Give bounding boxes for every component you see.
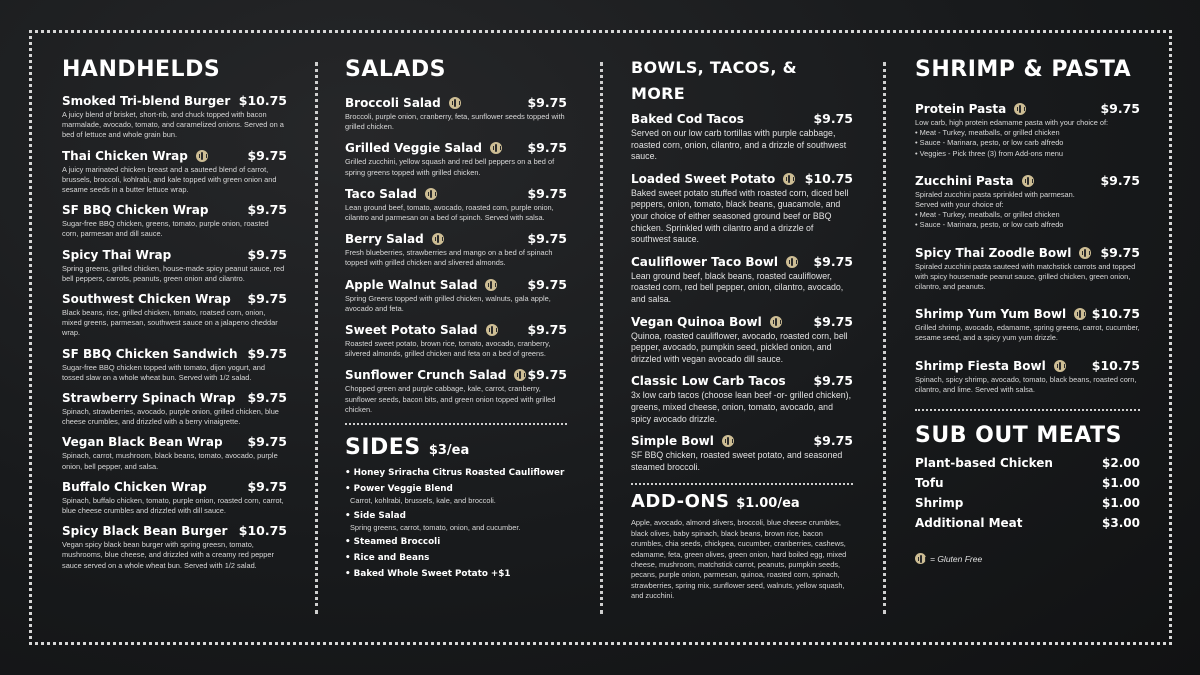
menu-item-name: Shrimp Yum Yum Bowl <box>915 307 1067 322</box>
menu-item-price: $9.75 <box>247 202 287 218</box>
menu-item-name: Cauliflower Taco Bowl <box>631 254 778 269</box>
menu-item-header <box>631 373 853 389</box>
shrimp-pasta-section <box>915 55 1140 564</box>
menu-item-description: Roasted sweet potato, brown rice, tomato, avocado, cranberry, silvered almonds, grilled chicken and feta on a bed of greens. <box>345 339 551 359</box>
menu-item-header <box>62 390 287 406</box>
menu-item <box>62 93 287 141</box>
menu-item-header <box>62 479 287 495</box>
menu-item-name: SF BBQ Chicken Wrap <box>62 203 209 218</box>
menu-item-name-wrap <box>631 171 795 187</box>
menu-item-name-wrap <box>345 186 437 202</box>
sub-out-price: $1.00 <box>1102 496 1140 511</box>
menu-item-name: SF BBQ Chicken Sandwich <box>62 346 238 361</box>
wheat-icon <box>1079 247 1091 259</box>
menu-item-price: $9.75 <box>1100 244 1140 260</box>
menu-item-description: Vegan spicy black bean burger with spring greesn, tomato, mushrooms, blue cheese, and drizzled with a creamy red pepper sauce served on a whole wheat bun. Served with 1/2 salad. <box>62 540 274 570</box>
sub-out-row <box>915 453 1140 473</box>
wheat-icon <box>1074 308 1086 320</box>
menu-item-name: Classic Low Carb Tacos <box>631 374 786 389</box>
menu-item-price: $9.75 <box>247 291 287 307</box>
side-item <box>345 483 567 507</box>
section-title: SIDES <box>345 435 421 461</box>
wheat-icon <box>425 188 437 200</box>
menu-item-description: A juicy marinated chicken breast and a sauteed blend of carrot, brussels, broccoli, kohlrabi, and kale topped with green onion and sesame seeds in a butter lettuce wrap. <box>62 164 277 195</box>
menu-item-name: Spicy Thai Zoodle Bowl <box>915 245 1072 260</box>
menu-item-price: $9.75 <box>527 276 567 292</box>
salads-section <box>345 55 567 584</box>
sub-out-name: Tofu <box>915 476 944 491</box>
menu-item-header <box>62 434 287 450</box>
menu-item-price: $9.75 <box>813 253 853 269</box>
menu-item-name: Southwest Chicken Wrap <box>62 292 231 307</box>
menu-item <box>915 101 1140 159</box>
legend-text: = Gluten Free <box>930 553 983 564</box>
menu-item-description: SF BBQ chicken, roasted sweet potato, and seasoned steamed broccoli. <box>631 450 843 472</box>
side-item <box>345 536 567 549</box>
menu-item <box>62 434 287 471</box>
menu-item-header <box>345 186 567 202</box>
menu-item-header <box>62 291 287 307</box>
menu-item-description: Spinach, strawberries, avocado, purple onion, grilled chicken, blue cheese crumbles, and drizzled with a berry vinaigrette. <box>62 407 279 427</box>
gluten-free-legend <box>915 553 1140 564</box>
addons-title <box>631 489 853 517</box>
section-title: SUB OUT MEATS <box>915 423 1122 449</box>
menu-item-description: Lean ground beef, tomato, avocado, roasted corn, purple onion, cilantro and parmesan on a bed of spinch. Served with salsa. <box>345 202 554 223</box>
side-item-name: • Power Veggie Blend <box>345 484 453 495</box>
menu-item <box>62 291 287 339</box>
menu-item-price: $9.75 <box>1100 101 1140 116</box>
sub-out-price: $3.00 <box>1102 516 1140 531</box>
menu-item-description: Spinach, buffalo chicken, tomato, purple onion, roasted corn, carrot, blue cheese crumbles and drizzled with dill sauce. <box>62 495 284 516</box>
menu-item-header <box>62 148 287 164</box>
menu-item <box>915 173 1140 231</box>
handhelds-list <box>62 93 287 571</box>
menu-item-price: $9.75 <box>813 433 853 449</box>
wheat-icon <box>490 142 502 154</box>
menu-item <box>631 111 853 163</box>
menu-item-price: $9.75 <box>247 246 287 262</box>
menu-item-header <box>62 202 287 218</box>
section-divider <box>345 423 567 425</box>
menu-item-name-wrap <box>345 95 461 111</box>
section-title: HANDHELDS <box>62 57 221 82</box>
menu-item-price: $10.75 <box>1091 306 1140 322</box>
side-item-name: • Side Salad <box>345 510 406 521</box>
menu-item-name: Sweet Potato Salad <box>345 323 478 338</box>
side-item <box>345 552 567 565</box>
sub-out-name: Plant-based Chicken <box>915 456 1053 471</box>
menu-item-price: $9.75 <box>247 147 287 163</box>
menu-item-name-wrap <box>62 291 231 307</box>
menu-item-header <box>915 245 1140 261</box>
menu-item <box>62 346 287 383</box>
menu-item-name-wrap <box>345 367 526 383</box>
menu-item-description: Grilled zucchini, yellow squash and red bell peppers on a bed of spring greens topped with grilled chicken. <box>345 157 555 177</box>
menu-item-description: Chopped green and purple cabbage, kale, carrot, cranberry, sunflower seeds, bacon bits, and green onion topped with grilled chicken. <box>345 384 556 414</box>
menu-item-price: $10.75 <box>1091 357 1140 373</box>
menu-item-name: Berry Salad <box>345 232 424 247</box>
menu-item-name: Vegan Quinoa Bowl <box>631 314 762 329</box>
wheat-icon <box>722 435 734 447</box>
menu-item-name-wrap <box>62 479 207 495</box>
menu-item-description: Spinach, spicy shrimp, avocado, tomato, black beans, roasted corn, cilantro, and lime. Served with salsa. <box>915 374 1137 394</box>
menu-item-price: $9.75 <box>527 185 567 201</box>
menu-item <box>345 367 567 415</box>
sub-out-price: $1.00 <box>1102 476 1140 491</box>
menu-item-name: Vegan Black Bean Wrap <box>62 435 223 450</box>
wheat-icon <box>770 316 782 328</box>
wheat-icon <box>449 97 461 109</box>
menu-item-description: A juicy blend of brisket, short-rib, and chuck topped with bacon marmalade, avocado, tomato, and caramelized onions. Served on a bed of lettuce and whole grain bun. <box>62 110 284 140</box>
menu-item-header <box>631 111 853 127</box>
menu-item <box>345 322 567 359</box>
menu-item-header <box>345 95 567 111</box>
menu-item <box>62 479 287 516</box>
menu-item-description: Spiraled zucchini pasta sauteed with matchstick carrots and topped with spicy housemade peanut sauce, grilled chicken, green onion, cilantro, and peanuts. <box>915 261 1136 292</box>
menu-item-name-wrap <box>915 358 1066 374</box>
menu-item-price: $9.75 <box>527 231 567 247</box>
menu-item <box>915 245 1140 293</box>
menu-item-price: $10.75 <box>804 170 853 186</box>
wheat-icon <box>1054 360 1066 372</box>
menu-item-name-wrap <box>345 231 444 247</box>
wheat-icon <box>1022 175 1034 187</box>
menu-item-description: Spring Greens topped with grilled chicken, walnuts, gala apple, avocado and feta. <box>345 293 551 313</box>
menu-item-description: Grilled shrimp, avocado, edamame, spring greens, carrot, cucumber, sesame seed, and a spicy yum yum drizzle. <box>915 323 1140 343</box>
menu-item-header <box>915 101 1140 117</box>
sides-title <box>345 433 567 466</box>
column-divider <box>315 62 318 614</box>
bowls-section <box>631 55 853 602</box>
menu-item-name-wrap <box>62 93 230 109</box>
handhelds-section <box>62 55 287 578</box>
column-divider <box>883 62 886 614</box>
wheat-icon <box>432 233 444 245</box>
menu-item-header <box>345 367 567 383</box>
side-item-name: • Steamed Broccoli <box>345 537 441 548</box>
subout-list <box>915 453 1140 533</box>
menu-item-price: $10.75 <box>238 523 287 539</box>
menu-item-price: $9.75 <box>527 367 567 383</box>
menu-item-name-wrap <box>631 314 782 330</box>
menu-item <box>631 373 853 425</box>
menu-item-price: $9.75 <box>247 390 287 406</box>
menu-item-name: Baked Cod Tacos <box>631 112 744 126</box>
side-item-description: Spring greens, carrot, tomato, onion, and cucumber. <box>350 522 521 532</box>
menu-item-name-wrap <box>62 346 238 362</box>
wheat-icon <box>514 369 526 381</box>
menu-item-name-wrap <box>62 202 208 218</box>
sub-out-name: Shrimp <box>915 496 964 511</box>
menu-item-price: $9.75 <box>813 373 853 389</box>
menu-item-price: $9.75 <box>527 322 567 338</box>
menu-item <box>915 358 1140 395</box>
section-title: SHRIMP & PASTA <box>915 57 1132 82</box>
menu-item-description: Low carb, high protein edamame pasta with your choice of: • Meat - Turkey, meatballs, or grilled chicken • Sauce - Marinara, pesto, or low carb alfredo • Veggies - Pick three (3) from Add-ons menu <box>915 118 1109 158</box>
addons-description: Apple, avocado, almond slivers, broccoli, blue cheese crumbles, black olives, baby spinach, black beans, brown rice, bacon crumbles, chia seeds, chickpea, cucumber, cranberries, cashews, edamame, feta, green olives, green onion, hard boiled egg, mixed cheese, mushroom, matchstick carrot, peanuts, pumpkin seeds, pecans, purple onion, parmesan, quinoa, roasted corn, spinach, strawberries, spring mix, sunflower seed, walnuts, yellow squash, and zucchini. <box>631 518 847 601</box>
menu-item-header <box>631 254 853 270</box>
section-title: SALADS <box>345 57 447 82</box>
menu-item-name: Broccoli Salad <box>345 96 441 110</box>
menu-item-name-wrap <box>62 390 236 406</box>
wheat-icon <box>196 150 208 162</box>
menu-item-name: Spicy Black Bean Burger <box>62 524 228 539</box>
menu-item-name: Sunflower Crunch Salad <box>345 368 507 383</box>
menu-item-name: Smoked Tri-blend Burger <box>62 94 231 108</box>
menu-item-header <box>631 433 853 449</box>
side-item <box>345 510 567 534</box>
menu-item-description: Broccoli, purple onion, cranberry, feta, sunflower seeds topped with grilled chicken. <box>345 112 565 132</box>
menu-item-name: Protein Pasta <box>915 102 1007 116</box>
salads-list <box>345 95 567 415</box>
menu-item-name: Thai Chicken Wrap <box>62 148 188 163</box>
menu-item-name-wrap <box>62 434 223 450</box>
addons-price: $1.00/ea <box>736 496 800 512</box>
menu-item-header <box>62 346 287 362</box>
bowls-list <box>631 111 853 473</box>
menu-item-price: $9.75 <box>247 478 287 494</box>
menu-item-name-wrap <box>915 306 1086 322</box>
menu-item <box>62 202 287 239</box>
menu-item-header <box>62 93 287 109</box>
sub-out-row <box>915 513 1140 533</box>
menu-item-name: Buffalo Chicken Wrap <box>62 479 207 494</box>
menu-item-name: Spicy Thai Wrap <box>62 247 172 262</box>
menu-item-description: 3x low carb tacos (choose lean beef -or- grilled chicken), greens, mixed cheese, onion, tomato, avocado, and spicy avocado drizzle. <box>631 390 852 424</box>
menu-item-name-wrap <box>62 523 227 539</box>
side-item-name: • Baked Whole Sweet Potato +$1 <box>345 569 511 580</box>
menu-item <box>631 254 853 306</box>
menu-item-name: Shrimp Fiesta Bowl <box>915 358 1046 373</box>
column-divider <box>600 62 603 614</box>
section-title: BOWLS, TACOS, & MORE <box>631 58 797 103</box>
menu-item-name-wrap <box>345 140 502 156</box>
menu-item-name-wrap <box>345 277 497 293</box>
menu-item-header <box>62 247 287 263</box>
menu-item-name: Loaded Sweet Potato <box>631 171 776 186</box>
menu-item <box>345 95 567 132</box>
menu-item <box>62 247 287 284</box>
sub-out-row <box>915 493 1140 513</box>
menu-item-price: $9.75 <box>1100 172 1140 188</box>
wheat-icon <box>485 279 497 291</box>
menu-item <box>345 186 567 223</box>
menu-item <box>631 314 853 366</box>
menu-item-name-wrap <box>915 101 1026 117</box>
menu-item-name-wrap <box>631 254 798 270</box>
menu-item-header <box>345 231 567 247</box>
menu-item-name-wrap <box>62 148 208 164</box>
menu-item-price: $9.75 <box>527 95 567 110</box>
menu-item-description: Baked sweet potato stuffed with roasted corn, diced bell peppers, onion, tomato, black beans, guacamole, and your choice of either seasoned ground beef or BBQ chicken. Sprinkled with cilantro and a drizzle of southwest sauce. <box>631 187 849 245</box>
menu-item-description: Spinach, carrot, mushroom, black beans, tomato, avocado, purple onion, bell pepper, and salsa. <box>62 451 278 471</box>
wheat-icon <box>1014 103 1026 115</box>
menu-item-name: Taco Salad <box>345 186 417 201</box>
sub-out-price: $2.00 <box>1102 456 1140 471</box>
menu-item-description: Quinoa, roasted cauliflower, avocado, roasted corn, bell pepper, avocado, pumpkin seed, pickled onion, and drizzled with vegan avocado dill sauce. <box>631 330 848 364</box>
menu-item-description: Spiraled zucchini pasta sprinkled with parmesan. Served with your choice of: • Meat - Turkey, meatballs, or grilled chicken • Sauce - Marinara, pesto, or low carb alfredo <box>915 189 1075 230</box>
menu-item-name: Grilled Veggie Salad <box>345 141 482 156</box>
menu-item <box>62 148 287 196</box>
menu-item-name-wrap <box>345 322 498 338</box>
menu-item-header <box>345 277 567 293</box>
menu-item-header <box>915 173 1140 189</box>
sides-price: $3/ea <box>428 443 470 459</box>
menu-item <box>345 140 567 177</box>
menu-item-description: Sugar-free BBQ chicken, greens, tomato, purple onion, roasted corn, parmesan and dill sauce. <box>62 219 269 239</box>
menu-item-description: Black beans, rice, grilled chicken, tomato, roatsed corn, onion, mixed greens, parmesan, southwest sauce on a jalapeno cheddar wrap. <box>62 308 278 338</box>
side-item <box>345 568 567 581</box>
wheat-icon <box>915 553 926 564</box>
menu-item-description: Sugar-free BBQ chicken topped with tomato, dijon yogurt, and tossed slaw on a whole wheat bun. Served with 1/2 salad. <box>62 362 265 382</box>
menu-item-name: Apple Walnut Salad <box>345 277 478 292</box>
menu-item-name: Strawberry Spinach Wrap <box>62 391 236 406</box>
menu-item-price: $9.75 <box>813 111 853 126</box>
wheat-icon <box>486 324 498 336</box>
menu-item-price: $10.75 <box>238 93 287 108</box>
menu-item <box>345 231 567 268</box>
menu-item <box>915 306 1140 343</box>
menu-item-header <box>915 306 1140 322</box>
menu-item <box>631 433 853 473</box>
menu-item-name-wrap <box>631 433 734 449</box>
menu-item-price: $9.75 <box>527 140 567 156</box>
menu-item-description: Spring greens, grilled chicken, house-made spicy peanut sauce, red bell peppers, carrots, peanuts, green onion and cilantro. <box>62 263 285 283</box>
sides-list <box>345 467 567 581</box>
menu-item <box>62 523 287 571</box>
menu-item-name-wrap <box>915 245 1091 261</box>
menu-item-name-wrap <box>62 247 171 263</box>
menu-item-name: Zucchini Pasta <box>915 173 1014 188</box>
menu-item-header <box>62 523 287 539</box>
menu-item <box>345 277 567 314</box>
menu-item-name-wrap <box>915 173 1034 189</box>
menu-item-header <box>345 322 567 338</box>
menu-item-header <box>915 358 1140 374</box>
menu-item-description: Fresh blueberries, strawberries and mango on a bed of spinach topped with grilled chicken and slivered almonds. <box>345 248 553 268</box>
menu-item-description: Served on our low carb tortillas with purple cabbage, roasted corn, onion, cilantro, and a drizzle of southwest sauce. <box>631 128 847 162</box>
menu-item-name-wrap <box>631 111 744 127</box>
side-item-name: • Honey Sriracha Citrus Roasted Cauliflower <box>345 468 565 479</box>
menu-item-header <box>631 314 853 330</box>
sub-out-row <box>915 473 1140 493</box>
wheat-icon <box>783 173 795 185</box>
section-title: ADD-ONS <box>631 491 730 513</box>
side-item-name: • Rice and Beans <box>345 553 430 564</box>
side-item <box>345 467 567 480</box>
menu-item-price: $9.75 <box>813 313 853 329</box>
menu-item-description: Lean ground beef, black beans, roasted cauliflower, roasted corn, red bell pepper, onion, cilantro, avocado, and salsa. <box>631 270 844 304</box>
section-divider <box>915 409 1140 411</box>
sub-out-name: Additional Meat <box>915 516 1023 531</box>
menu-item-price: $9.75 <box>247 434 287 450</box>
menu-item-header <box>631 171 853 187</box>
shrimp-list <box>915 101 1140 395</box>
menu-item-name: Simple Bowl <box>631 434 714 449</box>
menu-item <box>62 390 287 427</box>
wheat-icon <box>786 256 798 268</box>
menu-item-price: $9.75 <box>247 345 287 361</box>
menu-item-header <box>345 140 567 156</box>
section-divider <box>631 483 853 485</box>
menu-item-name-wrap <box>631 373 786 389</box>
side-item-description: Carrot, kohlrabi, brussels, kale, and broccoli. <box>350 496 496 506</box>
menu-item <box>631 171 853 246</box>
